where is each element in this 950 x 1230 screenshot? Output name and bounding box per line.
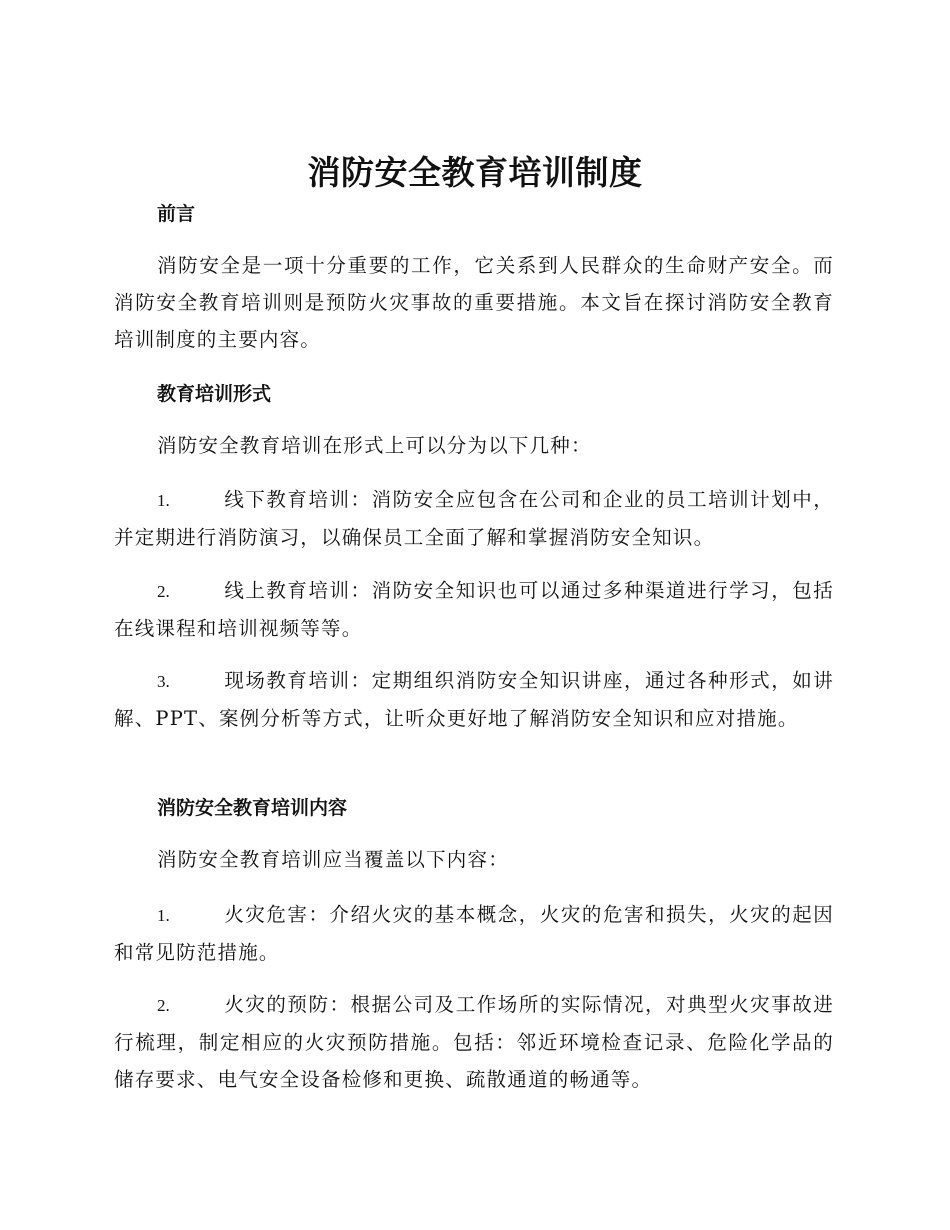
list-item-text: 火灾的预防：根据公司及工作场所的实际情况，对典型火灾事故进行梳理，制定相应的火灾预防措施。包括：邻近环境检查记录、危险化学品的储存要求、电气安全设备检修和更换、疏散通道的畅通等。 xyxy=(114,993,834,1091)
content-list-item xyxy=(114,896,834,971)
list-item-number: 1. xyxy=(157,491,170,510)
document-title: 消防安全教育培训制度 xyxy=(307,153,643,192)
content-intro: 消防安全教育培训应当覆盖以下内容： xyxy=(157,848,509,871)
list-item-text: 线下教育培训：消防安全应包含在公司和企业的员工培训计划中，并定期进行消防演习，以确保员工全面了解和掌握消防安全知识。 xyxy=(114,488,834,549)
list-item-text: 线上教育培训：消防安全知识也可以通过多种渠道进行学习，包括在线课程和培训视频等等。 xyxy=(114,579,834,640)
section-heading-preface: 前言 xyxy=(157,203,196,225)
section-heading-content: 消防安全教育培训内容 xyxy=(157,797,348,819)
list-item-text: 现场教育培训：定期组织消防安全知识讲座，通过各种形式，如讲解、PPT、案例分析等方式，让听众更好地了解消防安全知识和应对措施。 xyxy=(114,669,834,730)
list-item-number: 2. xyxy=(157,582,170,601)
list-item-number: 3. xyxy=(157,672,170,691)
content-list-item xyxy=(114,986,834,1098)
list-item-number: 2. xyxy=(157,996,170,1015)
forms-list-item xyxy=(114,572,834,647)
list-item-number: 1. xyxy=(157,906,170,925)
section-heading-forms: 教育培训形式 xyxy=(157,383,272,405)
forms-intro: 消防安全教育培训在形式上可以分为以下几种： xyxy=(157,434,592,457)
forms-list-item xyxy=(114,662,834,737)
forms-list-item xyxy=(114,481,834,556)
list-item-text: 火灾危害：介绍火灾的基本概念，火灾的危害和损失，火灾的起因和常见防范措施。 xyxy=(114,903,834,964)
preface-paragraph: 消防安全是一项十分重要的工作，它关系到人民群众的生命财产安全。而消防安全教育培训则是预防火灾事故的重要措施。本文旨在探讨消防安全教育培训制度的主要内容。 xyxy=(114,254,834,351)
